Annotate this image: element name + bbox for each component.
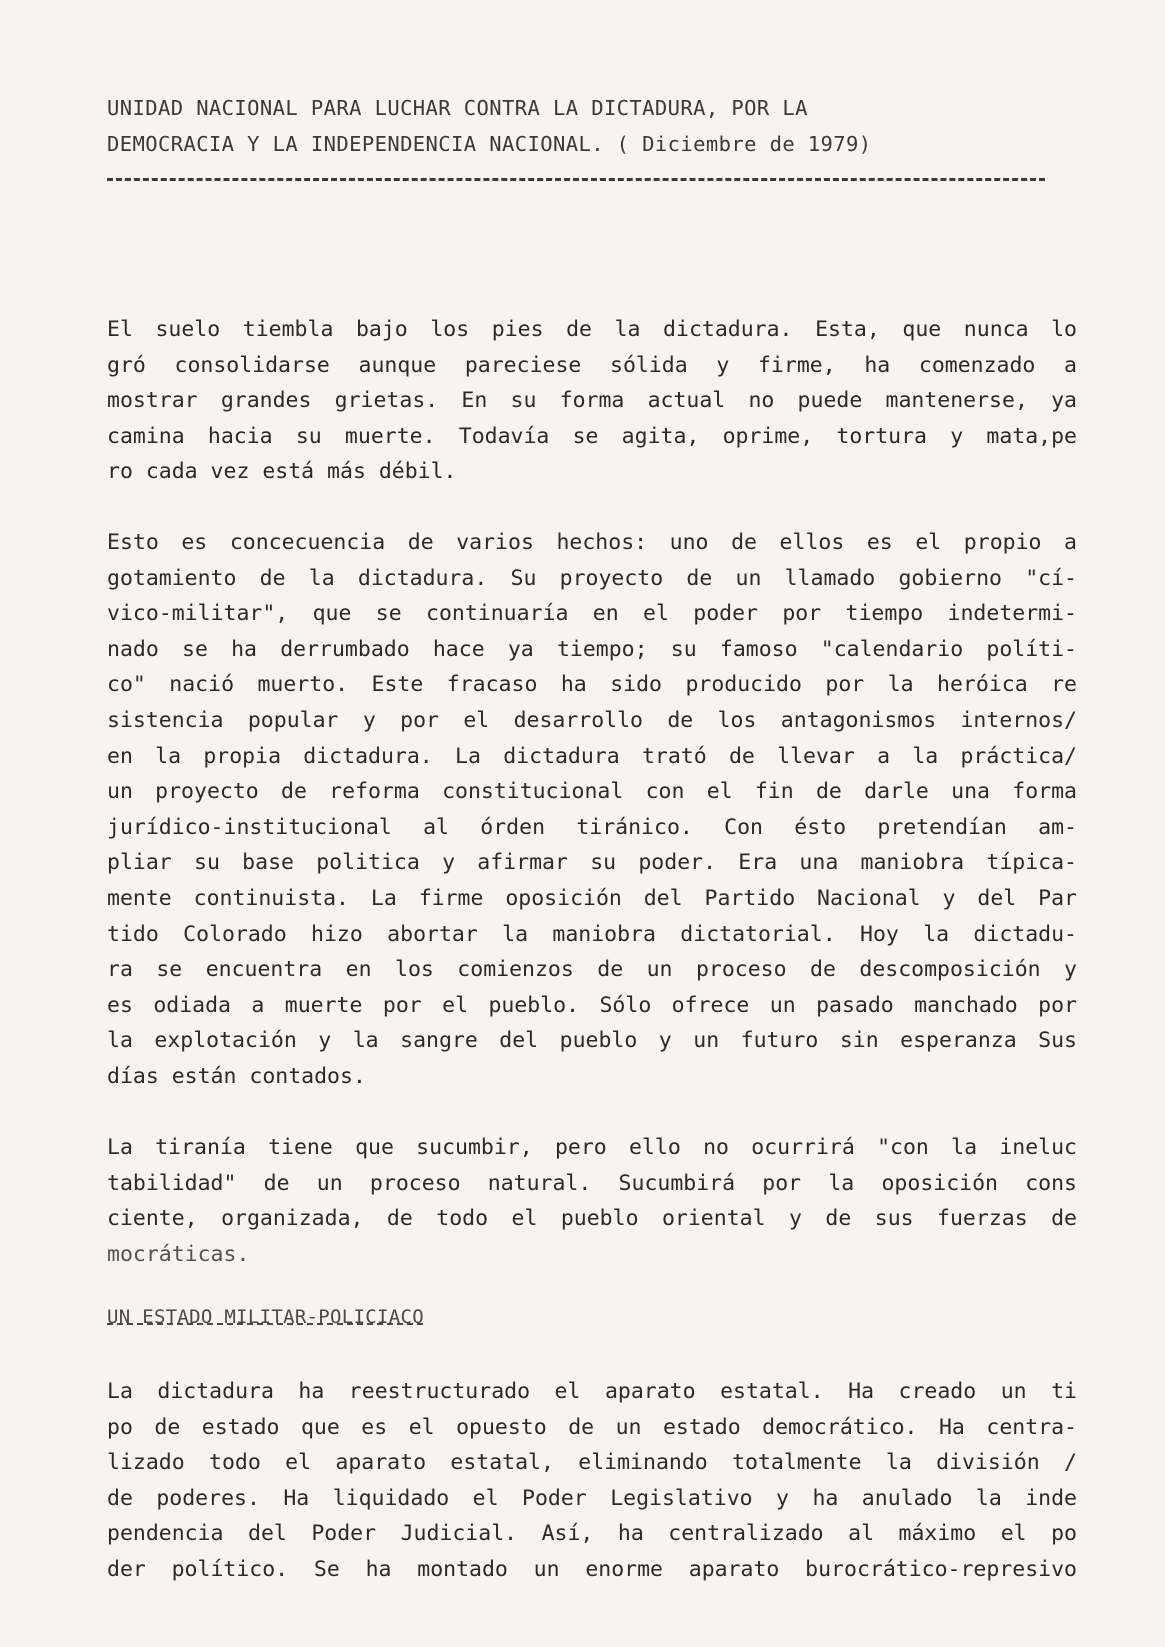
paragraph-4 xyxy=(107,1374,1077,1588)
paragraph-line: días están contados. xyxy=(107,1063,366,1089)
paragraph-line: es odiada a muerte por el pueblo. Sólo ofrece un pasado manchado por xyxy=(107,992,1077,1018)
paragraph-line: un proyecto de reforma constitucional con el fin de darle una forma xyxy=(107,779,1077,805)
paragraph-1 xyxy=(107,312,1077,490)
paragraph-line: tabilidad" de un proceso natural. Sucumbirá por la oposición cons xyxy=(107,1170,1077,1196)
paragraph-line: mente continuista. La firme oposición del Partido Nacional y del Par xyxy=(107,885,1077,911)
header-divider xyxy=(107,178,1045,181)
paragraph-2 xyxy=(107,525,1077,1095)
paragraph-line: Esto es concecuencia de varios hechos: uno de ellos es el propio a xyxy=(107,530,1077,555)
paragraph-line: pendencia del Poder Judicial. Así, ha centralizado al máximo el po xyxy=(107,1521,1077,1547)
paragraph-line: gró consolidarse aunque pareciese sólida y firme, ha comenzado a xyxy=(107,352,1077,378)
paragraph-line: der político. Se ha montado un enorme aparato burocrático-represivo xyxy=(107,1556,1077,1582)
paragraph-line: jurídico-institucional al órden tiránico. Con ésto pretendían am- xyxy=(107,814,1077,840)
paragraph-line: en la propia dictadura. La dictadura trató de llevar a la práctica/ xyxy=(107,743,1077,769)
paragraph-line: La dictadura ha reestructurado el aparato estatal. Ha creado un ti xyxy=(107,1379,1077,1404)
document-header xyxy=(107,90,1057,162)
paragraph-line: mostrar grandes grietas. En su forma actual no puede mantenerse, ya xyxy=(107,388,1077,414)
paragraph-line: tido Colorado hizo abortar la maniobra dictatorial. Hoy la dictadu- xyxy=(107,921,1077,947)
paragraph-line: co" nació muerto. Este fracaso ha sido producido por la heróica re xyxy=(107,672,1077,698)
header-title-line-1: UNIDAD NACIONAL PARA LUCHAR CONTRA LA DICTADURA, POR LA xyxy=(107,96,808,120)
paragraph-line: mocráticas. xyxy=(107,1241,250,1267)
paragraph-line: la explotación y la sangre del pueblo y un futuro sin esperanza Sus xyxy=(107,1028,1077,1054)
paragraph-line: gotamiento de la dictadura. Su proyecto de un llamado gobierno "cí- xyxy=(107,565,1077,591)
paragraph-line: lizado todo el aparato estatal, eliminando totalmente la división / xyxy=(107,1450,1077,1476)
paragraph-line: de poderes. Ha liquidado el Poder Legislativo y ha anulado la inde xyxy=(107,1485,1077,1511)
paragraph-line: po de estado que es el opuesto de un estado democrático. Ha centra- xyxy=(107,1414,1077,1440)
paragraph-line: ciente, organizada, de todo el pueblo oriental y de sus fuerzas de xyxy=(107,1206,1077,1232)
paragraph-line: pliar su base politica y afirmar su poder. Era una maniobra típica- xyxy=(107,850,1077,876)
paragraph-line: El suelo tiembla bajo los pies de la dictadura. Esta, que nunca lo xyxy=(107,317,1077,342)
paragraph-line: ro cada vez está más débil. xyxy=(107,459,457,485)
paragraph-line: vico-militar", que se continuaría en el poder por tiempo indetermi- xyxy=(107,601,1077,627)
paragraph-line: nado se ha derrumbado hace ya tiempo; su famoso "calendario políti- xyxy=(107,636,1077,662)
paragraph-line: sistencia popular y por el desarrollo de los antagonismos internos/ xyxy=(107,707,1077,733)
paragraph-line: camina hacia su muerte. Todavía se agita, oprime, tortura y mata,pe xyxy=(107,423,1077,449)
header-title-line-2: DEMOCRACIA Y LA INDEPENDENCIA NACIONAL. ( Diciembre de 1979) xyxy=(107,132,872,156)
paragraph-3 xyxy=(107,1130,1077,1272)
paragraph-line: ra se encuentra en los comienzos de un proceso de descomposición y xyxy=(107,957,1077,983)
paragraph-line: La tiranía tiene que sucumbir, pero ello no ocurrirá "con la ineluc xyxy=(107,1135,1077,1160)
section-heading: UN ESTADO MILITAR-POLICIACO xyxy=(107,1306,424,1328)
